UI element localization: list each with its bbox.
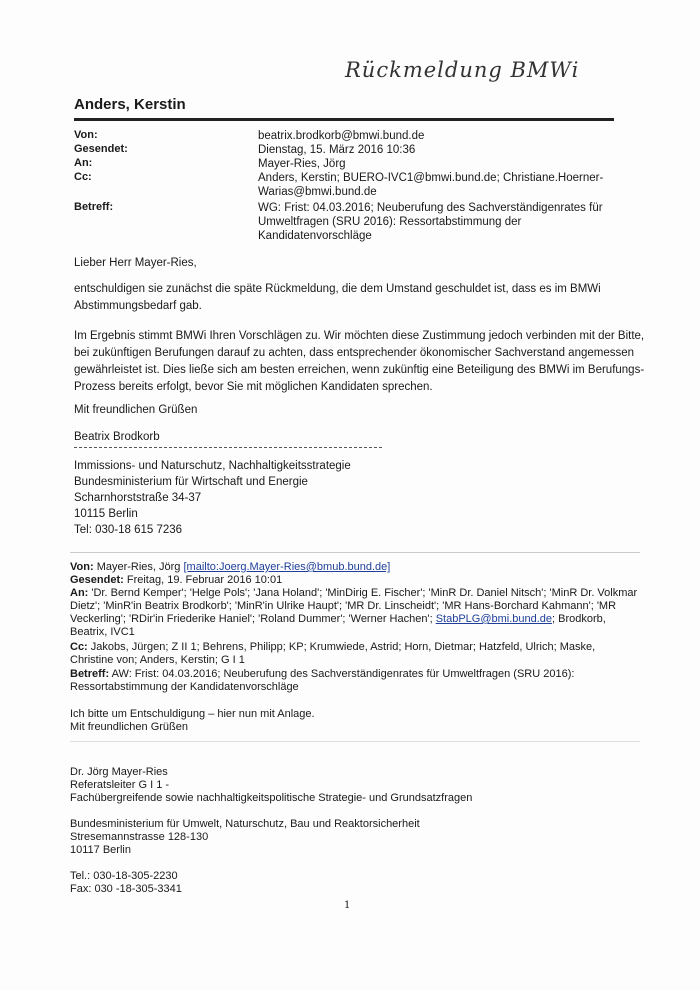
sig2-phone: Tel.: 030-18-305-2230: [70, 870, 178, 882]
fwd-sent-label: Gesendet:: [70, 574, 124, 586]
fwd-message-line-2: Mit freundlichen Grüßen: [70, 721, 188, 733]
fwd-to: [70, 587, 640, 639]
fwd-from-label: Von:: [70, 561, 94, 573]
sig1-unit: Immissions- und Naturschutz, Nachhaltigkeitsstrategie: [74, 460, 351, 472]
closing: Mit freundlichen Grüßen: [74, 404, 198, 416]
signer-name: Beatrix Brodkorb: [74, 431, 160, 443]
sig2-role: Referatsleiter G I 1 -: [70, 779, 170, 791]
subject-value: WG: Frist: 04.03.2016; Neuberufung des Sachverständigenrates für Umweltfragen (SRU 2016): Ressortabstimmung der Kandidatenvorschläge: [258, 202, 603, 242]
sig2-city: 10117 Berlin: [70, 844, 131, 856]
sig1-street: Scharnhorststraße 34-37: [74, 492, 202, 504]
fwd-to-value: 'Dr. Bernd Kemper'; 'Helge Pols'; 'Jana Holand'; 'MinDirig E. Fischer'; 'MinR Dr. Daniel Nitsch'; 'MinR Dr. Volkmar Dietz'; 'MinR'in Beatrix Brodkorb'; 'MinR'in Ulrike Haupt'; 'MR Dr. Linscheidt'; 'MR Hans-Borchard Kahmann'; 'MR Veckerling'; 'RDir'in Friederike Haniel'; 'Roland Dummer'; 'Werner Hachen';: [70, 587, 638, 625]
fwd-from-value: Mayer-Ries, Jörg: [96, 561, 181, 573]
sig1-phone: Tel: 030-18 615 7236: [74, 524, 183, 536]
greeting: Lieber Herr Mayer-Ries,: [74, 257, 197, 269]
fwd-sent-value: Freitag, 19. Februar 2016 10:01: [126, 574, 283, 586]
sig2-spacer-2: [70, 857, 472, 870]
fwd-subject-label: Betreff:: [70, 668, 110, 680]
signature-divider: [74, 447, 382, 448]
forward-separator-2: [70, 741, 640, 742]
paragraph-1: entschuldigen sie zunächst die späte Rückmeldung, die dem Umstand geschuldet ist, dass es im BMWi Abstimmungsbedarf gab.: [74, 283, 601, 312]
fwd-cc: [70, 641, 640, 667]
fwd-to-label: An:: [70, 587, 89, 599]
page-number: 1: [344, 900, 351, 911]
signature-block-2: [70, 766, 472, 896]
fwd-sent: [70, 574, 640, 587]
sent-value: Dienstag, 15. März 2016 10:36: [258, 144, 416, 156]
sig2-ministry: Bundesministerium für Umwelt, Naturschutz, Bau und Reaktorsicherheit: [70, 818, 420, 830]
sig1-ministry: Bundesministerium für Wirtschaft und Energie: [74, 476, 308, 488]
sig2-spacer: [70, 805, 472, 818]
sent-label: Gesendet:: [74, 143, 128, 155]
to-value: Mayer-Ries, Jörg: [258, 158, 346, 170]
sig2-fax: Fax: 030 -18-305-3341: [70, 883, 182, 895]
mailbox-owner: Anders, Kerstin: [74, 96, 186, 113]
sig1-city: 10115 Berlin: [74, 508, 138, 520]
fwd-cc-label: Cc:: [70, 641, 88, 653]
from-value: beatrix.brodkorb@bmwi.bund.de: [258, 130, 425, 142]
header-rule: [74, 118, 614, 121]
signature-block-1: [74, 458, 351, 538]
sig2-name: Dr. Jörg Mayer-Ries: [70, 766, 168, 778]
paragraph-2: Im Ergebnis stimmt BMWi Ihren Vorschlägen zu. Wir möchten diese Zustimmung jedoch verbinden mit der Bitte, bei zukünftigen Berufungen darauf zu achten, dass entsprechender ökonomischer Sachverstand angemessen gewährleistet ist. Dies ließe sich am besten erreichen, wenn zukünftig eine Beteiligung des BMWi im Berufungs-Prozess bereits erfolgt, bevor Sie mit möglichen Kandidaten sprechen.: [74, 330, 645, 393]
fwd-subject-value: AW: Frist: 04.03.2016; Neuberufung des Sachverständigenrates für Umweltfragen (SRU 2016): Ressortabstimmung der Kandidatenvorschläge: [70, 668, 575, 693]
fwd-cc-value: Jakobs, Jürgen; Z II 1; Behrens, Philipp; KP; Krumwiede, Astrid; Horn, Dietmar; Hatzfeld, Ulrich; Maske, Christine von; Anders, Kerstin; G I 1: [70, 641, 596, 666]
cc-value: Anders, Kerstin; BUERO-IVC1@bmwi.bund.de; Christiane.Hoerner-Warias@bmwi.bund.de: [258, 172, 604, 198]
fwd-to-tail: ; Brodkorb, Beatrix, IVC1: [70, 613, 606, 638]
sig2-unit: Fachübergreifende sowie nachhaltigkeitspolitische Strategie- und Grundsatzfragen: [70, 792, 473, 804]
handwritten-note: Rückmeldung BMWi: [345, 58, 580, 82]
cc-label: Cc:: [74, 171, 92, 183]
subject-label: Betreff:: [74, 201, 114, 213]
sig2-street: Stresemannstrasse 128-130: [70, 831, 209, 843]
fwd-subject: [70, 668, 640, 694]
forward-separator: [70, 552, 640, 553]
to-label: An:: [74, 157, 93, 169]
fwd-from-mailto-link[interactable]: [mailto:Joerg.Mayer-Ries@bmub.bund.de]: [183, 561, 391, 573]
from-label: Von:: [74, 129, 98, 141]
fwd-message-line-1: Ich bitte um Entschuldigung – hier nun mit Anlage.: [70, 708, 315, 720]
fwd-to-email-link[interactable]: StabPLG@bmi.bund.de: [435, 613, 553, 625]
fwd-from: [70, 561, 640, 574]
